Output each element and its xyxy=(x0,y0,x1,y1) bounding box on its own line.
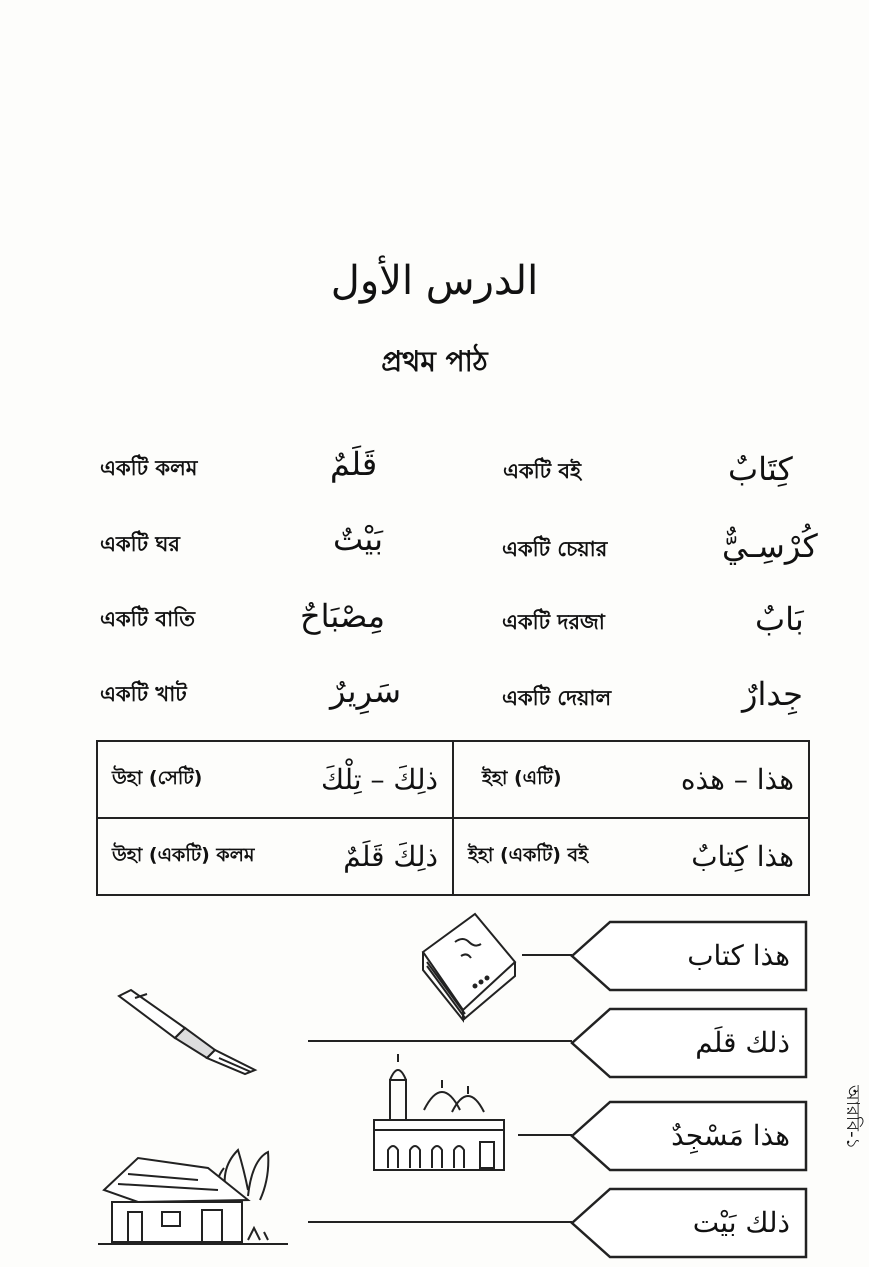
tag-label: هذا مَسْجِدٌ xyxy=(671,1119,790,1152)
label-tag xyxy=(570,1007,808,1079)
table-cell xyxy=(453,818,809,895)
vocab-arabic: كُرْسِـيٌّ xyxy=(722,527,818,565)
vocab-arabic: بَابٌ xyxy=(755,600,804,638)
vocab-bangla: একটি বাতি xyxy=(100,607,195,631)
cell-bangla: ইহা (এটি) xyxy=(482,766,562,789)
connector-line xyxy=(308,1040,572,1042)
label-tag xyxy=(570,1187,808,1259)
vocab-arabic: قَلَمٌ xyxy=(330,445,378,483)
cell-bangla: ইহা (একটি) বই xyxy=(468,843,588,866)
tag-label: ذلك بَيْت xyxy=(692,1206,790,1239)
vocab-arabic: كِتَابٌ xyxy=(728,450,793,488)
mosque-illustration xyxy=(368,1050,518,1175)
vocab-arabic: جِدارٌ xyxy=(742,675,803,713)
cell-bangla: উহা (সেটি) xyxy=(112,766,203,789)
vocab-bangla: একটি ঘর xyxy=(100,532,180,556)
label-tag xyxy=(570,1100,808,1172)
book-illustration xyxy=(415,910,525,1025)
table-row xyxy=(97,818,809,895)
title-arabic: الدرس الأول xyxy=(330,258,539,304)
tag-label: ذلك قلَم xyxy=(695,1026,790,1059)
table-row xyxy=(97,741,809,818)
table-cell xyxy=(453,741,809,818)
tag-label: هذا كتاب xyxy=(687,939,790,972)
title-bangla: প্রথম পাঠ xyxy=(381,345,488,378)
vocab-bangla: একটি দেয়াল xyxy=(502,686,612,710)
vocab-arabic: مِصْبَاحٌ xyxy=(300,597,385,635)
vocab-bangla: একটি কলম xyxy=(100,456,198,480)
house-illustration xyxy=(98,1140,298,1255)
vocab-bangla: একটি বই xyxy=(503,459,582,483)
cell-arabic: هذا – هذه xyxy=(680,763,794,796)
vocab-bangla: একটি দরজা xyxy=(502,610,605,634)
cell-arabic: ذلِكَ قَلَمٌ xyxy=(343,840,438,873)
cell-arabic: هذا كِتابٌ xyxy=(691,840,794,873)
connector-line xyxy=(518,1134,572,1136)
table-cell xyxy=(97,741,453,818)
cell-bangla: উহা (একটি) কলম xyxy=(112,843,255,866)
connector-line xyxy=(308,1221,572,1223)
label-tag xyxy=(570,920,808,992)
side-margin-text: আরবি-১ xyxy=(842,1085,863,1150)
cell-arabic: ذلِكَ – تِلْكَ xyxy=(320,763,438,796)
vocab-bangla: একটি খাট xyxy=(100,682,187,706)
demonstrative-table xyxy=(96,740,810,896)
pen-illustration xyxy=(115,988,265,1078)
connector-line xyxy=(522,954,572,956)
vocab-arabic: بَيْتٌ xyxy=(333,520,383,558)
vocab-arabic: سَرِيرٌ xyxy=(330,672,402,710)
table-cell xyxy=(97,818,453,895)
vocab-bangla: একটি চেয়ার xyxy=(502,537,608,561)
